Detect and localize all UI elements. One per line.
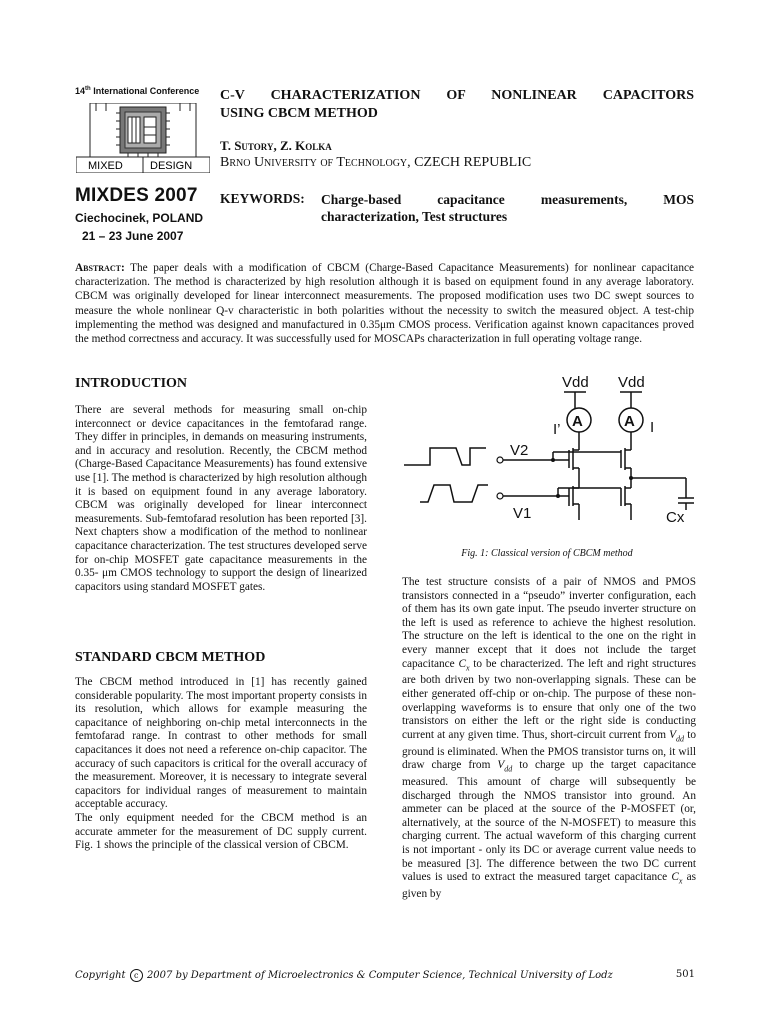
standard-cbcm-para2: The only equipment needed for the CBCM method is an accurate ammeter for the measurement of DC supply current. Fig. 1 shows the principle of the classical version of CBCM. bbox=[75, 811, 367, 852]
paper-title-line1: C-V CHARACTERIZATION OF NONLINEAR CAPACITORS bbox=[220, 88, 694, 103]
label-v1: V1 bbox=[513, 505, 532, 522]
ammeter-right-icon: A bbox=[624, 413, 635, 430]
paper-authors: T. Sutory, Z. Kolka bbox=[220, 138, 332, 153]
label-cx: Cx bbox=[666, 509, 685, 526]
introduction-text: There are several methods for measuring small on-chip interconnect or device capacitances in the femtofarad range. They differ in principles, in demands on measuring instruments, and in accuracy and resolution. Recently, the CBCM method (Charge-Based Capacitance Measurements) has found extensive use [1]. The method is characterized by high resolution although it is based on equipment found in any average laboratory. CBCM was originally developed for linear interconnect measurements. Sub-femtofarad resolution has been reported [3]. Next chapters show a modification of the method to nonlinear capacitance characterization. The test structures developed serve for on-chip MOSFET gate capacitance measurements in the 0.35- μm CMOS technology to support the design of linearized capacitors using standard MOSFET gates. bbox=[75, 404, 367, 593]
label-vdd-right: Vdd bbox=[618, 374, 645, 391]
label-i-prime: I’ bbox=[553, 421, 561, 438]
label-i: I bbox=[650, 419, 655, 436]
figure-cbcm-circuit bbox=[398, 370, 698, 545]
figure-caption: Fig. 1: Classical version of CBCM method bbox=[461, 548, 633, 559]
paper-affiliation: Brno University of Technology, CZECH REPUBLIC bbox=[220, 155, 532, 170]
label-v2: V2 bbox=[510, 442, 529, 459]
label-vdd-left: Vdd bbox=[562, 374, 589, 391]
abstract-label: Abstract: bbox=[75, 262, 125, 274]
page-footer: Copyright c 2007 by Department of Microelectronics & Computer Science, Technical University of Lodz 501 bbox=[75, 969, 695, 981]
conference-name: 14th International Conference bbox=[75, 86, 200, 96]
conference-logo bbox=[76, 103, 210, 173]
section-heading-standard-cbcm: STANDARD CBCM METHOD bbox=[75, 650, 266, 665]
copyright-icon: c bbox=[130, 969, 143, 982]
right-column-text: The test structure consists of a pair of NMOS and PMOS transistors connected in a “pseudo” inverter configuration, each of them has its own gate input. The pseudo inverter structure on the left is used as reference to achieve the highest resolution. The structure on the left is identical to the one on the right in every manner except that it does not include the target capacitance $C_x$ to be characterized. The left and right structures are both driven by two non-overlapping signals. These can be either generated off-chip or on-chip. The purpose of these non-overlapping waveforms is to ensure that only one of the two transistors on either the left or the right side is conducting current at any given time. Thus, short-circuit current from $V_{dd}$ to ground is eliminated. When the PMOS transistor turns on, it will draw charge from $V_{dd}$ to charge up the target capacitance measured. This amount of charge will subsequently be discharged through the NMOS transistor into ground. An ammeter can be placed at the source of the P-MOSFET (or, alternatively, at the source of the N-MOSFET) to measure this charging current. The actual waveform of this charging current is not important - only its DC or average current value needs to be measured [3]. The difference between the two DC current values is used to extract the measured target capacitance $C_x$ as given by bbox=[402, 576, 697, 901]
standard-cbcm-text bbox=[75, 676, 367, 853]
logo-text-mixed: MIXED bbox=[88, 160, 123, 172]
abstract-text: The paper deals with a modification of CBCM (Charge-Based Capacitance Measurements) for nonlinear capacitance characterization. The method is characterized by high resolution although it is based on equipment found in any average laboratory. CBCM was originally developed for linear interconnect measurements. The proposed modification uses two DC swept sources to measure the whole nonlinear Q-v characteristic in both polarities without the necessity to switch the measured object. A test-chip implementing the method was designed and manufactured in 0.35μm CMOS process. Verification against known capacitances proved the method correctness and accuracy. It was successfully used for MOSCAPs characterization in full operating voltage range. bbox=[75, 262, 694, 346]
logo-text-design: DESIGN bbox=[150, 160, 193, 172]
conference-location: Ciechocinek, POLAND bbox=[75, 211, 204, 225]
page-number: 501 bbox=[675, 969, 695, 980]
section-heading-introduction: INTRODUCTION bbox=[75, 376, 188, 391]
standard-cbcm-para1: The CBCM method introduced in [1] has recently gained considerable popularity. The most important property consists in its resolution, which allows for example measuring the capacitance of neighboring on-chip metal interconnects in the femtofarad range. In contrast to other methods for small capacitances it does not need a reference on-chip capacitor. The accuracy of such capacitors is critical for the overall accuracy of the measurement. Moreover, it is necessary to integrate several capacitors for individual ranges of measurement to maintain acceptable accuracy. bbox=[75, 676, 367, 811]
conference-acronym: MIXDES 2007 bbox=[75, 185, 198, 206]
conference-dates: 21 – 23 June 2007 bbox=[82, 229, 184, 243]
abstract bbox=[75, 261, 694, 346]
ammeter-left-icon: A bbox=[572, 413, 583, 430]
keywords: Charge-based capacitance measurements, MOS characterization, Test structures bbox=[321, 192, 694, 224]
keywords-label: KEYWORDS: bbox=[220, 191, 305, 206]
paper-title-line2: USING CBCM METHOD bbox=[220, 106, 378, 121]
